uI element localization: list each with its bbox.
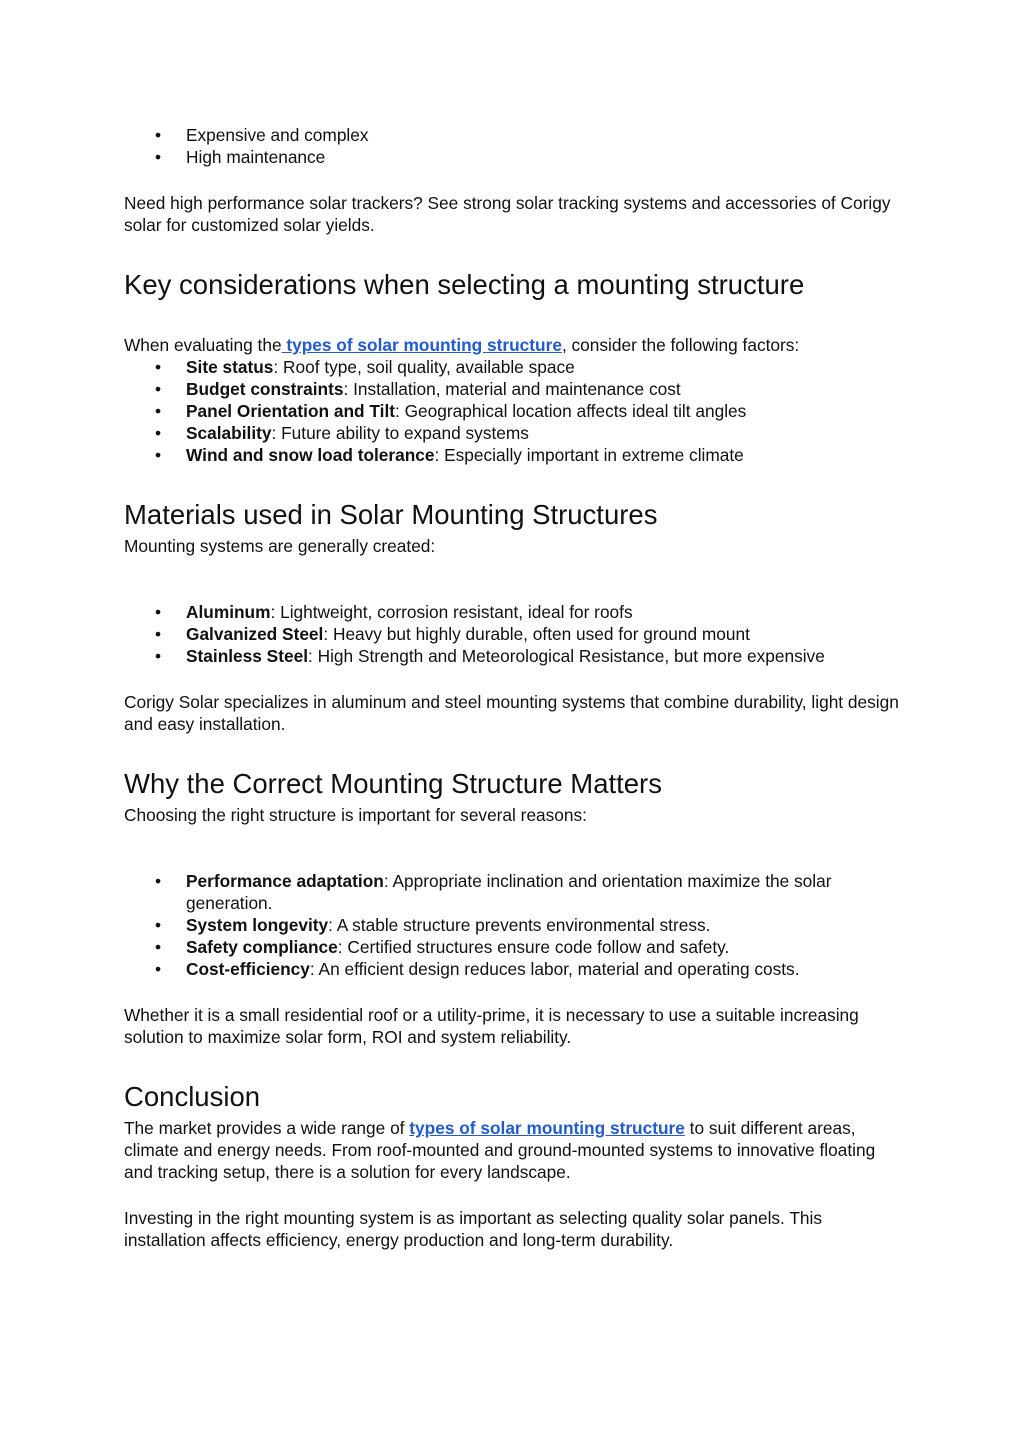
bullet-icon: • [155, 624, 162, 644]
key-considerations-list [124, 356, 904, 466]
bullet-icon: • [155, 401, 162, 421]
materials-lead: Mounting systems are generally created: [124, 536, 436, 556]
list-item: • Cost-efficiency: An efficient design reduces labor, material and operating costs. [155, 959, 800, 979]
bullet-icon: • [155, 871, 162, 891]
materials-closing: Corigy Solar specializes in aluminum and steel mounting systems that combine durability, light design and easy installation. [124, 692, 899, 734]
list-item: • Scalability: Future ability to expand systems [155, 423, 529, 443]
materials-list [124, 601, 904, 667]
bullet-icon: • [155, 959, 162, 979]
list-item: • System longevity: A stable structure prevents environmental stress. [155, 915, 711, 935]
bullet-icon: • [155, 125, 162, 145]
bullet-icon: • [155, 915, 162, 935]
bullet-icon: • [155, 357, 162, 377]
bullet-icon: • [155, 423, 162, 443]
mounting-structure-link[interactable]: types of solar mounting structure [281, 335, 562, 355]
bullet-icon: • [155, 445, 162, 465]
why-closing: Whether it is a small residential roof or a utility-prime, it is necessary to use a suitable increasing solution to maximize solar form, ROI and system reliability. [124, 1005, 859, 1047]
bullet-icon: • [155, 379, 162, 399]
list-item: • High maintenance [155, 147, 326, 167]
bullet-icon: • [155, 602, 162, 622]
document-page [124, 124, 904, 1251]
list-item: • Panel Orientation and Tilt: Geographical location affects ideal tilt angles [155, 401, 747, 421]
list-item: • Stainless Steel: High Strength and Meteorological Resistance, but more expensive [155, 646, 825, 666]
list-item: • Aluminum: Lightweight, corrosion resistant, ideal for roofs [155, 602, 633, 622]
intro-paragraph: Need high performance solar trackers? See strong solar tracking systems and accessories of Corigy solar for customized solar yields. [124, 193, 891, 235]
heading-key-considerations: Key considerations when selecting a mounting structure [124, 269, 805, 300]
key-considerations-lead: When evaluating the types of solar mounting structure, consider the following factors: [124, 335, 800, 355]
list-item: • Wind and snow load tolerance: Especially important in extreme climate [155, 445, 744, 465]
list-item: • Budget constraints: Installation, material and maintenance cost [155, 379, 681, 399]
bullet-icon: • [155, 646, 162, 666]
list-item: • Galvanized Steel: Heavy but highly durable, often used for ground mount [155, 624, 750, 644]
bullet-icon: • [155, 147, 162, 167]
mounting-structure-link[interactable]: types of solar mounting structure [409, 1118, 685, 1138]
heading-conclusion: Conclusion [124, 1081, 261, 1112]
why-list [124, 870, 904, 980]
heading-why-correct: Why the Correct Mounting Structure Matters [124, 768, 662, 799]
intro-list [124, 124, 904, 168]
list-item: • Site status: Roof type, soil quality, available space [155, 357, 575, 377]
conclusion-paragraph-2: Investing in the right mounting system is as important as selecting quality solar panels. This installation affects efficiency, energy production and long-term durability. [124, 1208, 822, 1250]
bullet-icon: • [155, 937, 162, 957]
heading-materials: Materials used in Solar Mounting Structures [124, 499, 658, 530]
conclusion-paragraph-1: The market provides a wide range of types of solar mounting structure to suit different areas, climate and energy needs. From roof-mounted and ground-mounted systems to innovative floating and tracking setup, there is a solution for every landscape. [124, 1118, 876, 1182]
list-item: • Expensive and complex [155, 125, 369, 145]
why-lead: Choosing the right structure is important for several reasons: [124, 805, 587, 825]
list-item: • Safety compliance: Certified structures ensure code follow and safety. [155, 937, 730, 957]
list-item: • Performance adaptation: Appropriate inclination and orientation maximize the solar generation. [155, 871, 832, 913]
